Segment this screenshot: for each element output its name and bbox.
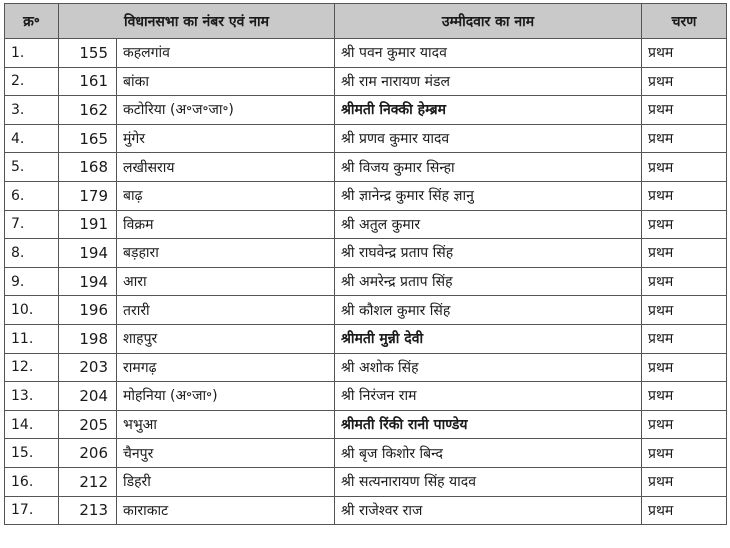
serial-number-cell: 4. — [5, 124, 59, 153]
constituency-number-cell: 213 — [59, 496, 117, 525]
phase-cell: प्रथम — [642, 181, 727, 210]
candidate-name-cell: श्री अतुल कुमार — [335, 210, 642, 239]
constituency-number-cell: 212 — [59, 467, 117, 496]
constituency-name-cell: बाढ़ — [117, 181, 335, 210]
serial-number-cell: 17. — [5, 496, 59, 525]
phase-cell: प्रथम — [642, 410, 727, 439]
constituency-name-cell: आरा — [117, 267, 335, 296]
constituency-number-cell: 194 — [59, 267, 117, 296]
constituency-number-cell: 196 — [59, 296, 117, 325]
constituency-name-cell: मोहनिया (अ॰जा॰) — [117, 382, 335, 411]
constituency-name-cell: विक्रम — [117, 210, 335, 239]
table-row — [5, 496, 727, 525]
constituency-name-cell: डिहरी — [117, 467, 335, 496]
header-serial-number: क्र॰ — [5, 4, 59, 39]
phase-cell: प्रथम — [642, 496, 727, 525]
phase-cell: प्रथम — [642, 239, 727, 268]
serial-number-cell: 11. — [5, 324, 59, 353]
phase-cell: प्रथम — [642, 439, 727, 468]
constituency-number-cell: 161 — [59, 67, 117, 96]
phase-cell: प्रथम — [642, 267, 727, 296]
constituency-name-cell: बड़हारा — [117, 239, 335, 268]
serial-number-cell: 8. — [5, 239, 59, 268]
header-phase: चरण — [642, 4, 727, 39]
header-candidate: उम्मीदवार का नाम — [335, 4, 642, 39]
serial-number-cell: 12. — [5, 353, 59, 382]
constituency-number-cell: 155 — [59, 39, 117, 68]
constituency-number-cell: 179 — [59, 181, 117, 210]
constituency-number-cell: 204 — [59, 382, 117, 411]
serial-number-cell: 2. — [5, 67, 59, 96]
table-row — [5, 439, 727, 468]
table-row — [5, 153, 727, 182]
candidate-name-cell: श्री विजय कुमार सिन्हा — [335, 153, 642, 182]
constituency-name-cell: कटोरिया (अ॰ज॰जा॰) — [117, 96, 335, 125]
candidate-name-cell: श्री पवन कुमार यादव — [335, 39, 642, 68]
table-row — [5, 39, 727, 68]
serial-number-cell: 14. — [5, 410, 59, 439]
candidate-name-cell: श्री अशोक सिंह — [335, 353, 642, 382]
phase-cell: प्रथम — [642, 96, 727, 125]
serial-number-cell: 13. — [5, 382, 59, 411]
candidate-name-cell: श्री बृज किशोर बिन्द — [335, 439, 642, 468]
candidate-name-cell: श्री राम नारायण मंडल — [335, 67, 642, 96]
table-row — [5, 67, 727, 96]
table-row — [5, 181, 727, 210]
serial-number-cell: 9. — [5, 267, 59, 296]
table-row — [5, 239, 727, 268]
constituency-name-cell: लखीसराय — [117, 153, 335, 182]
constituency-name-cell: मुंगेर — [117, 124, 335, 153]
constituency-name-cell: चैनपुर — [117, 439, 335, 468]
constituency-name-cell: बांका — [117, 67, 335, 96]
table-row — [5, 210, 727, 239]
serial-number-cell: 10. — [5, 296, 59, 325]
phase-cell: प्रथम — [642, 382, 727, 411]
constituency-number-cell: 194 — [59, 239, 117, 268]
constituency-name-cell: काराकाट — [117, 496, 335, 525]
candidate-name-cell: श्री राघवेन्द्र प्रताप सिंह — [335, 239, 642, 268]
table-row — [5, 96, 727, 125]
candidate-name-cell: श्री राजेश्वर राज — [335, 496, 642, 525]
phase-cell: प्रथम — [642, 153, 727, 182]
table-row — [5, 267, 727, 296]
constituency-name-cell: तरारी — [117, 296, 335, 325]
candidate-name-cell: श्री प्रणव कुमार यादव — [335, 124, 642, 153]
table-row — [5, 382, 727, 411]
phase-cell: प्रथम — [642, 296, 727, 325]
table-row — [5, 296, 727, 325]
candidate-name-cell: श्री निरंजन राम — [335, 382, 642, 411]
constituency-number-cell: 162 — [59, 96, 117, 125]
candidate-name-cell: श्रीमती रिंकी रानी पाण्डेय — [335, 410, 642, 439]
constituency-name-cell: भभुआ — [117, 410, 335, 439]
candidate-name-cell: श्री अमरेन्द्र प्रताप सिंह — [335, 267, 642, 296]
serial-number-cell: 1. — [5, 39, 59, 68]
phase-cell: प्रथम — [642, 353, 727, 382]
candidate-name-cell: श्री कौशल कुमार सिंह — [335, 296, 642, 325]
constituency-name-cell: रामगढ़ — [117, 353, 335, 382]
candidate-name-cell: श्रीमती निक्की हेम्ब्रम — [335, 96, 642, 125]
constituency-number-cell: 165 — [59, 124, 117, 153]
constituency-name-cell: शाहपुर — [117, 324, 335, 353]
constituency-number-cell: 206 — [59, 439, 117, 468]
header-constituency: विधानसभा का नंबर एवं नाम — [59, 4, 335, 39]
serial-number-cell: 16. — [5, 467, 59, 496]
table-header-row — [5, 4, 727, 39]
table-row — [5, 467, 727, 496]
phase-cell: प्रथम — [642, 467, 727, 496]
phase-cell: प्रथम — [642, 67, 727, 96]
phase-cell: प्रथम — [642, 124, 727, 153]
table-row — [5, 410, 727, 439]
constituency-number-cell: 205 — [59, 410, 117, 439]
serial-number-cell: 7. — [5, 210, 59, 239]
constituency-name-cell: कहलगांव — [117, 39, 335, 68]
serial-number-cell: 15. — [5, 439, 59, 468]
table-row — [5, 124, 727, 153]
serial-number-cell: 6. — [5, 181, 59, 210]
candidate-name-cell: श्री ज्ञानेन्द्र कुमार सिंह ज्ञानु — [335, 181, 642, 210]
phase-cell: प्रथम — [642, 39, 727, 68]
candidate-name-cell: श्रीमती मुन्नी देवी — [335, 324, 642, 353]
constituency-number-cell: 191 — [59, 210, 117, 239]
serial-number-cell: 5. — [5, 153, 59, 182]
constituency-number-cell: 203 — [59, 353, 117, 382]
candidate-list-document — [4, 3, 726, 525]
constituency-number-cell: 168 — [59, 153, 117, 182]
phase-cell: प्रथम — [642, 210, 727, 239]
serial-number-cell: 3. — [5, 96, 59, 125]
table-row — [5, 324, 727, 353]
candidate-table — [4, 3, 727, 525]
table-row — [5, 353, 727, 382]
constituency-number-cell: 198 — [59, 324, 117, 353]
candidate-name-cell: श्री सत्यनारायण सिंह यादव — [335, 467, 642, 496]
phase-cell: प्रथम — [642, 324, 727, 353]
